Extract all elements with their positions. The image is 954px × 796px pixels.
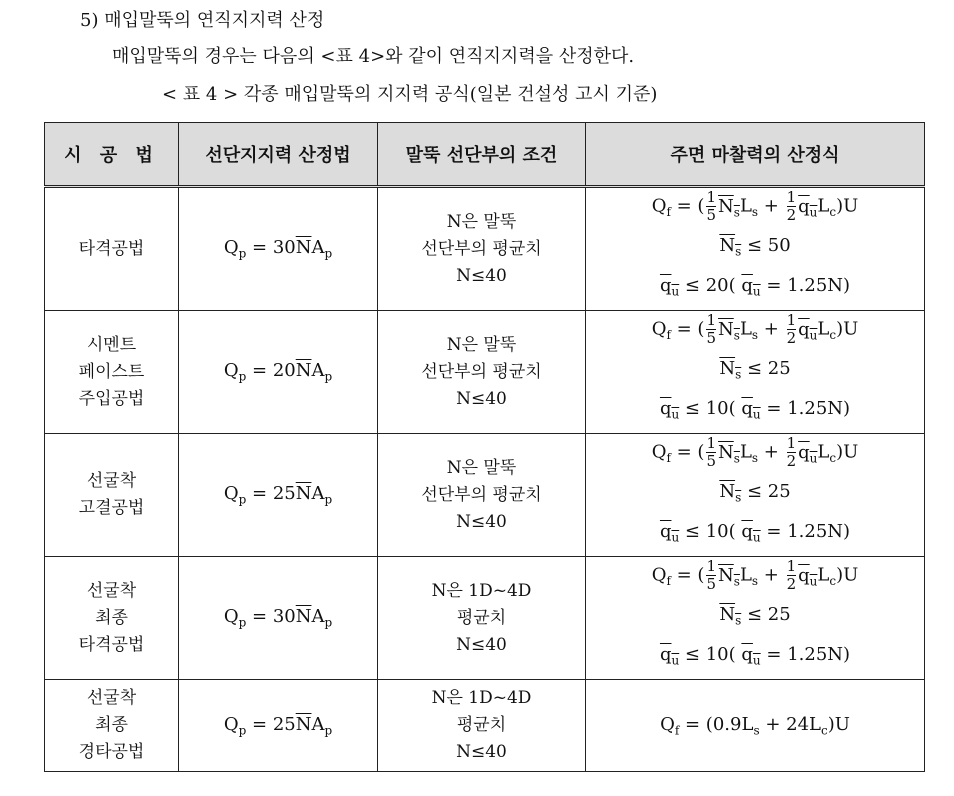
method-cell: 선굴착 최종 타격공법 [45, 557, 179, 680]
intro-paragraph: 매입말뚝의 경우는 다음의 <표 4>와 같이 연직지지력을 산정한다. [112, 46, 635, 67]
table-header-row [45, 123, 925, 187]
section-heading: 5) 매입말뚝의 연직지지력 산정 [80, 10, 325, 31]
friction-formula-cell: $Q_f$ = ( $\frac{1}{5}$ $N_sL_s$ + $\frac{1}{2}$ $q_uL_c)U$ $N_s \le 25$ $q_u \le 10$( $q_u = 1.25N$) [586, 434, 925, 557]
method-cell: 시멘트 페이스트 주입공법 [45, 311, 179, 434]
condition-cell: N은 말뚝 선단부의 평균치 N≤40 [378, 187, 586, 311]
pile-capacity-table [44, 122, 925, 772]
table-row [45, 311, 925, 434]
table-row [45, 680, 925, 772]
condition-cell: N은 1D~4D 평균치 N≤40 [378, 680, 586, 772]
table-row [45, 187, 925, 311]
friction-formula-cell: $Q_f$ = ( $\frac{1}{5}$ $N_sL_s$ + $\frac{1}{2}$ $q_uL_c)U$ $N_s \le 50$ $q_u \le 20$( $q_u = 1.25N$) [586, 187, 925, 311]
condition-cell: N은 1D~4D 평균치 N≤40 [378, 557, 586, 680]
friction-formula-cell: $Q_f = (0.9L_s + 24L_c)U$ [586, 680, 925, 772]
friction-formula-cell: $Q_f$ = ( $\frac{1}{5}$ $N_sL_s$ + $\frac{1}{2}$ $q_uL_c)U$ $N_s \le 25$ $q_u \le 10$( $q_u = 1.25N$) [586, 557, 925, 680]
header-skin-friction: 주면 마찰력의 산정식 [586, 123, 925, 187]
table-row [45, 434, 925, 557]
tip-formula-cell: $Q_p = 30\overline{N}A_p$ [179, 187, 378, 311]
tip-formula-cell: $Q_p = 20\overline{N}A_p$ [179, 311, 378, 434]
condition-cell: N은 말뚝 선단부의 평균치 N≤40 [378, 311, 586, 434]
table-row [45, 557, 925, 680]
tip-formula-cell: $Q_p = 25\overline{N}A_p$ [179, 434, 378, 557]
condition-cell: N은 말뚝 선단부의 평균치 N≤40 [378, 434, 586, 557]
friction-formula-cell: $Q_f$ = ( $\frac{1}{5}$ $N_sL_s$ + $\frac{1}{2}$ $q_uL_c)U$ $N_s \le 25$ $q_u \le 10$( $q_u = 1.25N$) [586, 311, 925, 434]
header-method: 시 공 법 [45, 123, 179, 187]
method-cell: 선굴착 고결공법 [45, 434, 179, 557]
method-cell: 선굴착 최종 경타공법 [45, 680, 179, 772]
header-tip-condition: 말뚝 선단부의 조건 [378, 123, 586, 187]
table-caption: < 표 4 > 각종 매입말뚝의 지지력 공식(일본 건설성 고시 기준) [162, 84, 658, 105]
header-tip-capacity: 선단지지력 산정법 [179, 123, 378, 187]
method-cell: 타격공법 [45, 187, 179, 311]
tip-formula-cell: $Q_p = 30\overline{N}A_p$ [179, 557, 378, 680]
tip-formula-cell: $Q_p = 25\overline{N}A_p$ [179, 680, 378, 772]
